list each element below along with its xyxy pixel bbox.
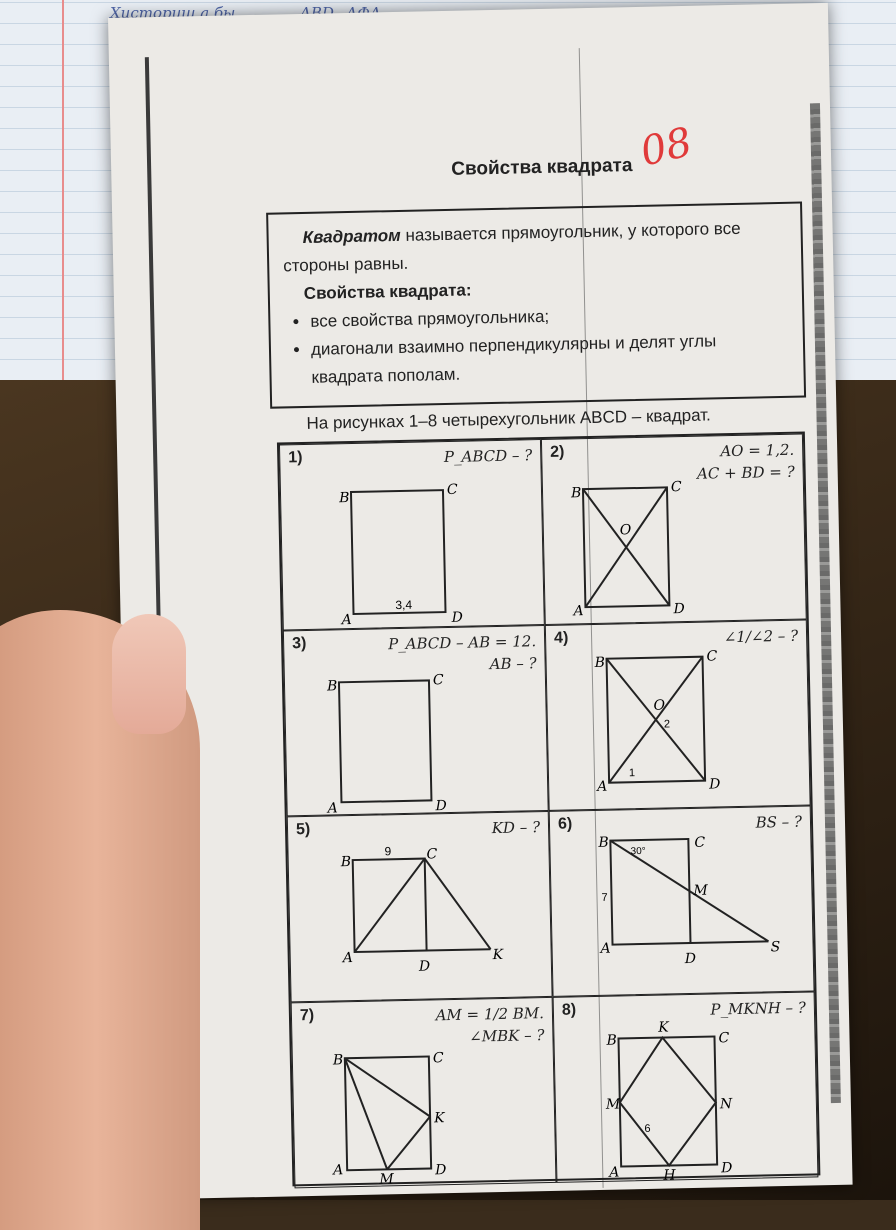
- label-A: A: [609, 1164, 620, 1181]
- problem-7: [291, 997, 557, 1188]
- problem-number: 4): [553, 629, 569, 647]
- segment-ac: [353, 859, 427, 952]
- problem-8: [553, 991, 819, 1182]
- question-line: AM = 1/2 BM.: [435, 1004, 545, 1025]
- question-line: AC + BD = ?: [696, 462, 795, 483]
- label-B: B: [338, 490, 350, 507]
- label-B: B: [594, 654, 606, 671]
- square-shape: [339, 680, 431, 802]
- label-A: A: [600, 940, 611, 957]
- problem-number: 1): [288, 449, 303, 467]
- square-shape: [610, 839, 690, 945]
- label-D: D: [435, 1162, 447, 1179]
- property-item: • диагонали взаимно перпендикулярны и делят углы квадрата пополам.: [311, 326, 790, 392]
- angle-1-label: 1: [628, 767, 636, 780]
- square-shape: [618, 1037, 717, 1167]
- figure-square-line: [550, 806, 816, 997]
- angle-label: 30°: [630, 845, 646, 858]
- property-item: • все свойства прямоугольника;: [310, 298, 788, 336]
- label-C: C: [694, 834, 706, 851]
- label-O: O: [619, 522, 632, 539]
- problem-question: P_ABCD – ?: [443, 446, 533, 467]
- problem-number: 7): [299, 1006, 315, 1025]
- problem-question: KD – ?: [491, 818, 541, 838]
- label-C: C: [426, 846, 438, 863]
- problem-1: [279, 439, 545, 630]
- figure-square-inscribed: [554, 992, 820, 1183]
- label-D: D: [451, 609, 464, 626]
- square-shape: [345, 1057, 431, 1171]
- label-K: K: [658, 1019, 669, 1036]
- label-D: D: [435, 798, 447, 815]
- question-line: AB – ?: [489, 654, 537, 674]
- label-A: A: [597, 778, 608, 795]
- question-line: ∠MBK – ?: [468, 1026, 545, 1046]
- properties-list: [284, 298, 790, 393]
- label-B: B: [332, 1052, 344, 1069]
- definition-text: [282, 214, 787, 281]
- label-B: B: [340, 854, 352, 871]
- label-D: D: [684, 950, 697, 968]
- label-D: D: [673, 601, 685, 618]
- label-C: C: [718, 1030, 730, 1047]
- figure-square-diagonals: [542, 435, 808, 626]
- segment-ds: [690, 941, 768, 943]
- problem-number: 6): [557, 815, 573, 833]
- definition-box: [266, 202, 806, 409]
- problem-number: 2): [550, 443, 565, 461]
- side-label: 7: [601, 891, 608, 904]
- side-label: 3,4: [395, 597, 413, 613]
- figure-square-diagonals: [546, 620, 812, 811]
- definition-term: Квадратом: [302, 225, 401, 247]
- figure-square-triangle: [288, 812, 554, 1003]
- page-title: Свойства квадрата: [451, 155, 633, 180]
- segment-bk: [345, 1057, 430, 1119]
- label-A: A: [327, 800, 338, 817]
- label-M: M: [605, 1096, 621, 1113]
- problem-number: 8): [561, 1001, 577, 1019]
- worksheet: [108, 3, 853, 1200]
- label-C: C: [670, 479, 682, 496]
- label-C: C: [446, 481, 458, 499]
- figure-square-triangle: [292, 998, 558, 1189]
- label-K: K: [433, 1110, 445, 1127]
- label-B: B: [326, 678, 338, 695]
- label-B: B: [570, 485, 582, 502]
- segment-dk: [427, 949, 491, 950]
- label-A: A: [341, 612, 352, 629]
- notebook-scribble: Хисториш а бы: [110, 4, 236, 22]
- square-shape: [351, 490, 446, 614]
- angle-2-label: 2: [663, 718, 671, 731]
- problem-number: 3): [291, 634, 307, 653]
- label-C: C: [432, 1050, 444, 1067]
- label-N: N: [719, 1096, 733, 1113]
- intro-text: На рисунках 1–8 четырехугольник ABCD – квадрат.: [306, 405, 711, 433]
- label-M: M: [379, 1171, 394, 1188]
- problem-question: BS – ?: [755, 812, 803, 832]
- side-label: 9: [384, 844, 392, 859]
- label-A: A: [573, 603, 584, 620]
- segment-ck: [425, 857, 491, 950]
- label-C: C: [432, 672, 444, 689]
- grade-mark: 08: [636, 119, 697, 176]
- label-S: S: [770, 939, 781, 956]
- label-D: D: [709, 776, 721, 793]
- label-D: D: [418, 958, 431, 975]
- segment-bm: [345, 1057, 387, 1170]
- label-B: B: [598, 834, 609, 851]
- problem-question: P_MKNH – ?: [710, 998, 807, 1019]
- figure-square: [280, 440, 546, 631]
- label-M: M: [693, 882, 708, 899]
- label-H: H: [663, 1167, 676, 1184]
- side-label: 6: [644, 1122, 651, 1136]
- problem-4: [545, 619, 811, 810]
- label-O: O: [653, 697, 666, 714]
- figure-square: [284, 626, 550, 817]
- label-A: A: [342, 950, 354, 967]
- label-D: D: [721, 1160, 733, 1177]
- problem-question: ∠1/∠2 – ?: [723, 626, 799, 647]
- problem-6: [549, 805, 815, 996]
- label-A: A: [333, 1162, 344, 1179]
- properties-heading: Свойства квадрата:: [303, 280, 472, 303]
- label-K: K: [492, 946, 504, 964]
- label-C: C: [706, 648, 718, 665]
- problem-2: [541, 434, 807, 625]
- thumbnail: [112, 614, 186, 734]
- question-line: P_ABCD – AB = 12.: [387, 632, 537, 654]
- question-line: AO = 1,2.: [720, 440, 795, 461]
- label-B: B: [606, 1032, 617, 1049]
- problem-number: 5): [295, 820, 311, 839]
- quadrilateral-mknh: [618, 1037, 717, 1167]
- problems-grid: [277, 431, 820, 1186]
- problem-5: [287, 811, 553, 1002]
- definition-body: называется прямоугольник, у которого все стороны равны.: [283, 218, 741, 276]
- problem-3: [283, 625, 549, 816]
- segment-mk: [386, 1116, 431, 1169]
- notebook-margin-line: [62, 0, 64, 380]
